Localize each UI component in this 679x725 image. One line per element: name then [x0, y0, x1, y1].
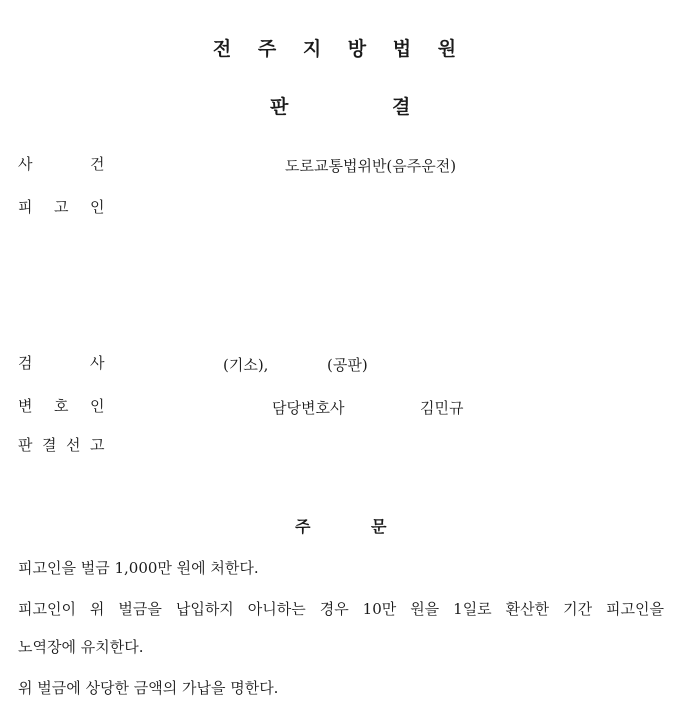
counsel-name: 김민규 — [420, 399, 464, 417]
court-name: 전 주 지 방 법 원 — [212, 38, 467, 60]
sentence-label-char: 결 — [42, 436, 57, 454]
sentence-label-char: 선 — [66, 436, 81, 454]
prosecutor-label-char: 검 — [18, 354, 33, 372]
defendant-label-char: 고 — [54, 198, 69, 216]
prosecutor-indictment: (기소), — [223, 356, 269, 374]
sentence-label-char: 고 — [90, 436, 105, 454]
prosecutor-trial: (공판) — [327, 356, 368, 374]
case-label-char: 건 — [90, 155, 105, 173]
case-label-char: 사 — [18, 155, 33, 173]
counsel-label-char: 호 — [54, 397, 69, 415]
prosecutor-label-char: 사 — [90, 354, 105, 372]
order-heading-char: 문 — [371, 517, 387, 536]
sentence-label-char: 판 — [18, 436, 33, 454]
order-heading-char: 주 — [295, 517, 311, 536]
document-title-char-1: 판 — [270, 96, 289, 118]
order-line-1: 피고인을 벌금 1,000만 원에 처한다. — [18, 559, 259, 577]
counsel-role: 담당변호사 — [272, 399, 345, 417]
defendant-label-char: 피 — [18, 198, 33, 216]
order-line-4: 위 벌금에 상당한 금액의 가납을 명한다. — [18, 679, 279, 697]
case-value: 도로교통법위반(음주운전) — [285, 157, 457, 175]
order-line-2: 피고인이 위 벌금을 납입하지 아니하는 경우 10만 원을 1일로 환산한 기간 피고인을 — [18, 600, 664, 618]
counsel-label-char: 변 — [18, 397, 33, 415]
defendant-label-char: 인 — [90, 198, 105, 216]
document-title-char-2: 결 — [392, 96, 411, 118]
order-line-3: 노역장에 유치한다. — [18, 638, 144, 656]
counsel-label-char: 인 — [90, 397, 105, 415]
